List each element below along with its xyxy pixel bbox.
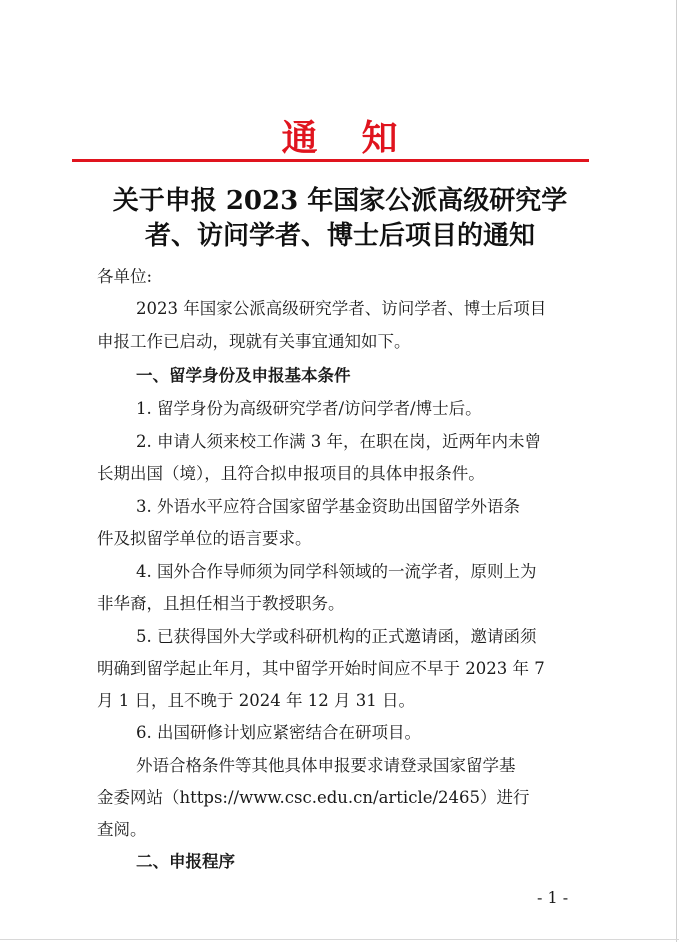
note-line-2: 金委网站（https://www.csc.edu.cn/article/2465）进行 [97, 788, 530, 807]
salutation: 各单位: [97, 267, 153, 286]
note-line-1: 外语合格条件等其他具体申报要求请登录国家留学基 [136, 756, 516, 775]
item-2-line-1: 2. 申请人须来校工作满 3 年，在职在岗，近两年内未曾 [136, 432, 541, 451]
item-5-line-1: 5. 已获得国外大学或科研机构的正式邀请函，邀请函须 [136, 627, 537, 646]
item-4-line-2: 非华裔，且担任相当于教授职务。 [97, 594, 345, 613]
intro-line-2: 申报工作已启动，现就有关事宜通知如下。 [97, 332, 411, 351]
document-title-line-1: 关于申报 2023 年国家公派高级研究学 [112, 186, 568, 216]
item-4-line-1: 4. 国外合作导师须为同学科领域的一流学者，原则上为 [136, 562, 537, 581]
item-1: 1. 留学身份为高级研究学者/访问学者/博士后。 [136, 399, 482, 418]
notice-header-title: 通知 [281, 117, 442, 159]
section-heading-1: 一、留学身份及申报基本条件 [136, 366, 351, 385]
document-title [90, 184, 590, 254]
item-6: 6. 出国研修计划应紧密结合在研项目。 [136, 723, 421, 742]
red-divider-rule [72, 159, 589, 162]
page-border-bottom [0, 939, 679, 940]
note-line-3: 查阅。 [97, 820, 147, 839]
item-2-line-2: 长期出国（境），且符合拟申报项目的具体申报条件。 [97, 464, 485, 483]
section-heading-2: 二、申报程序 [136, 852, 235, 871]
item-3-line-1: 3. 外语水平应符合国家留学基金资助出国留学外语条 [136, 497, 520, 516]
document-title-line-2: 者、访问学者、博士后项目的通知 [144, 221, 535, 251]
page-number: - 1 - [537, 888, 569, 907]
intro-line-1: 2023 年国家公派高级研究学者、访问学者、博士后项目 [136, 299, 547, 318]
item-5-line-2: 明确到留学起止年月，其中留学开始时间应不早于 2023 年 7 [97, 659, 545, 678]
item-5-line-3: 月 1 日，且不晚于 2024 年 12 月 31 日。 [97, 691, 415, 710]
item-3-line-2: 件及拟留学单位的语言要求。 [97, 529, 312, 548]
